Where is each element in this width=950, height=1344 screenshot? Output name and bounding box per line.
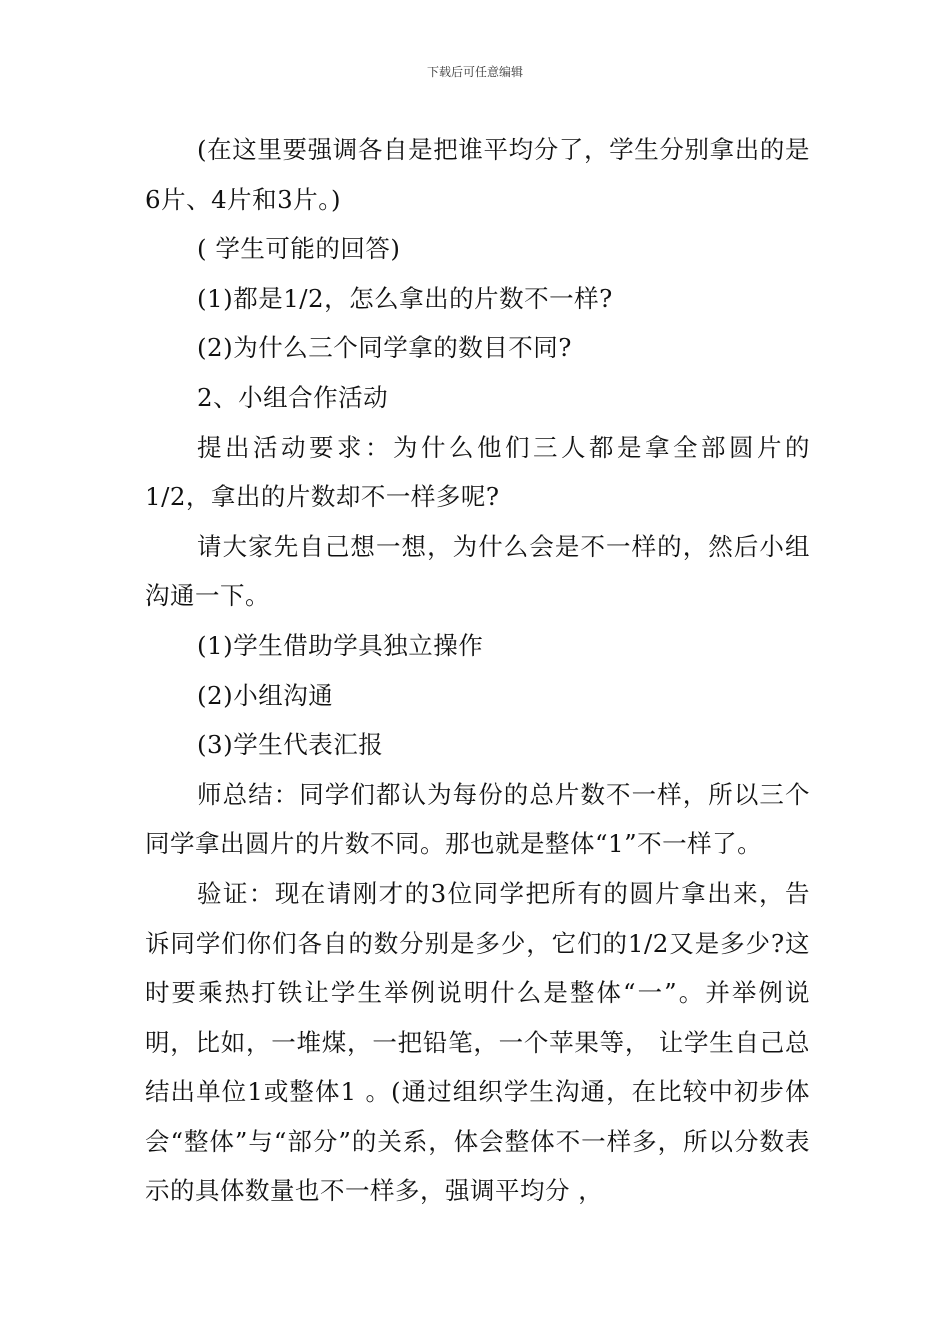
paragraph-teacher-summary: 师总结：同学们都认为每份的总片数不一样，所以三个同学拿出圆片的片数不同。那也就是整体“1”不一样了。 (145, 779, 810, 859)
section-heading-group-activity: 2、小组合作活动 (197, 382, 389, 412)
page-header: 下载后可任意编辑 (426, 65, 523, 79)
paragraph-possible-answers: ( 学生可能的回答) (197, 234, 401, 264)
paragraph-answer-2: (2)为什么三个同学拿的数目不同? (197, 333, 572, 363)
paragraph-step-3: (3)学生代表汇报 (197, 730, 384, 760)
paragraph-step-1: (1)学生借助学具独立操作 (197, 630, 484, 660)
paragraph-answer-1: (1)都是1/2，怎么拿出的片数不一样? (197, 283, 613, 313)
paragraph-think-and-discuss: 请大家先自己想一想，为什么会是不一样的，然后小组沟通一下。 (145, 531, 810, 611)
paragraph-step-2: (2)小组沟通 (197, 680, 334, 710)
document-body (145, 125, 810, 1216)
paragraph-emphasis-note: (在这里要强调各自是把谁平均分了，学生分别拿出的是6片、4片和3片。) (145, 135, 810, 214)
paragraph-verification: 验证：现在请刚才的3位同学把所有的圆片拿出来，告诉同学们你们各自的数分别是多少，它们的1/2又是多少?这时要乘热打铁让学生举例说明什么是整体“一”。并举例说明，比如，一堆煤，一把铅笔，一个苹果等， 让学生自己总结出单位1或整体1 。(通过组织学生沟通，在比较中初步体会“整体”与“部分”的关系，体会整体不一样多，所以分数表示的具体数量也不一样多，强调平均分 ， (145, 878, 810, 1206)
paragraph-activity-requirement: 提出活动要求：为什么他们三人都是拿全部圆片的1/2，拿出的片数却不一样多呢? (145, 432, 810, 512)
